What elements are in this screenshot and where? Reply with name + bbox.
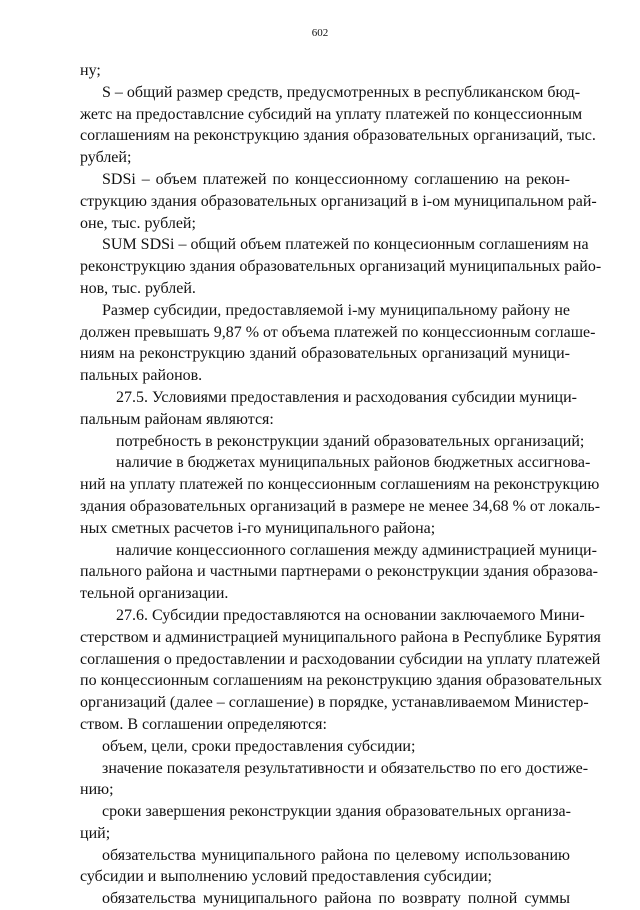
text-line: ных сметных расчетов i-го муниципального района; [80, 519, 436, 537]
text-line: соглашениям на реконструкцию здания образовательных организаций, тыс. [80, 127, 596, 145]
text-line: стерством и администрацией муниципального района в Республике Бурятия [80, 628, 601, 646]
text-line: потребность в реконструкции зданий образовательных организаций; [116, 432, 585, 450]
text-line: тельной организации. [80, 585, 229, 603]
text-line: S – общий размер средств, предусмотренных в республиканском бюд- [102, 83, 581, 101]
text-line: SUM SDSi – общий объем платежей по концесионным соглашениям на [102, 236, 589, 254]
text-line: соглашения о предоставлении и расходовании субсидии на уплату платежей [80, 650, 601, 668]
text-line: организаций (далее – соглашение) в порядке, устанавливаемом Министер- [80, 694, 589, 712]
text-line: наличие концессионного соглашения между администрацией муници- [116, 541, 597, 559]
text-line: SDSi – объем платежей по концессионному соглашению на рекон- [102, 170, 570, 188]
text-line: нов, тыс. рублей. [80, 279, 196, 297]
text-line: ством. В соглашении определяются: [80, 715, 327, 733]
text-line: ну; [80, 62, 101, 79]
text-line: рублей; [80, 149, 132, 167]
text-line: субсидии и выполнению условий предоставления субсидии; [80, 868, 492, 886]
text-line: жетс на предоставлсние субсидий на уплату платежей по концессионным [80, 105, 583, 123]
text-line: обязательства муниципального района по целевому использованию [102, 846, 570, 864]
text-line: струкцию здания образовательных организаций в i-ом муниципальном рай- [80, 192, 597, 210]
text-line: здания образовательных организаций в размере не менее 34,68 % от локаль- [80, 497, 601, 515]
text-line: 27.6. Субсидии предоставляются на основании заключаемого Мини- [116, 606, 585, 624]
text-line: по концессионным соглашениям на реконструкцию здания образовательных [80, 672, 603, 690]
text-line: Размер субсидии, предоставляемой i-му муниципальному району не [102, 301, 570, 319]
text-line: пальных районов. [80, 367, 203, 385]
text-line: наличие в бюджетах муниципальных районов бюджетных ассигнова- [116, 454, 591, 472]
text-line: ций; [80, 824, 111, 842]
text-line: обязательства муниципального района по возврату полной суммы [102, 890, 570, 908]
text-line: должен превышать 9,87 % от объема платежей по концессионным соглаше- [80, 323, 596, 341]
text-line: пальным районам являются: [80, 410, 274, 428]
text-line: сроки завершения реконструкции здания образовательных организа- [102, 803, 571, 821]
text-line: объем, цели, сроки предоставления субсидии; [102, 737, 416, 755]
text-line: ниям на реконструкцию зданий образовательных организаций муници- [80, 345, 570, 363]
document-body [80, 60, 603, 910]
page-number: 602 [311, 27, 329, 39]
text-line: оне, тыс. рублей; [80, 214, 196, 232]
text-line: реконструкцию здания образовательных организаций муниципальных райо- [80, 258, 602, 276]
text-line: нию; [80, 781, 114, 799]
text-line: пального района и частными партнерами о реконструкции здания образова- [80, 563, 599, 581]
text-line: ний на уплату платежей по концессионным соглашениям на реконструкцию [80, 476, 600, 494]
text-line: значение показателя результативности и обязательство по его достиже- [102, 759, 589, 777]
text-line: 27.5. Условиями предоставления и расходования субсидии муници- [116, 388, 577, 406]
